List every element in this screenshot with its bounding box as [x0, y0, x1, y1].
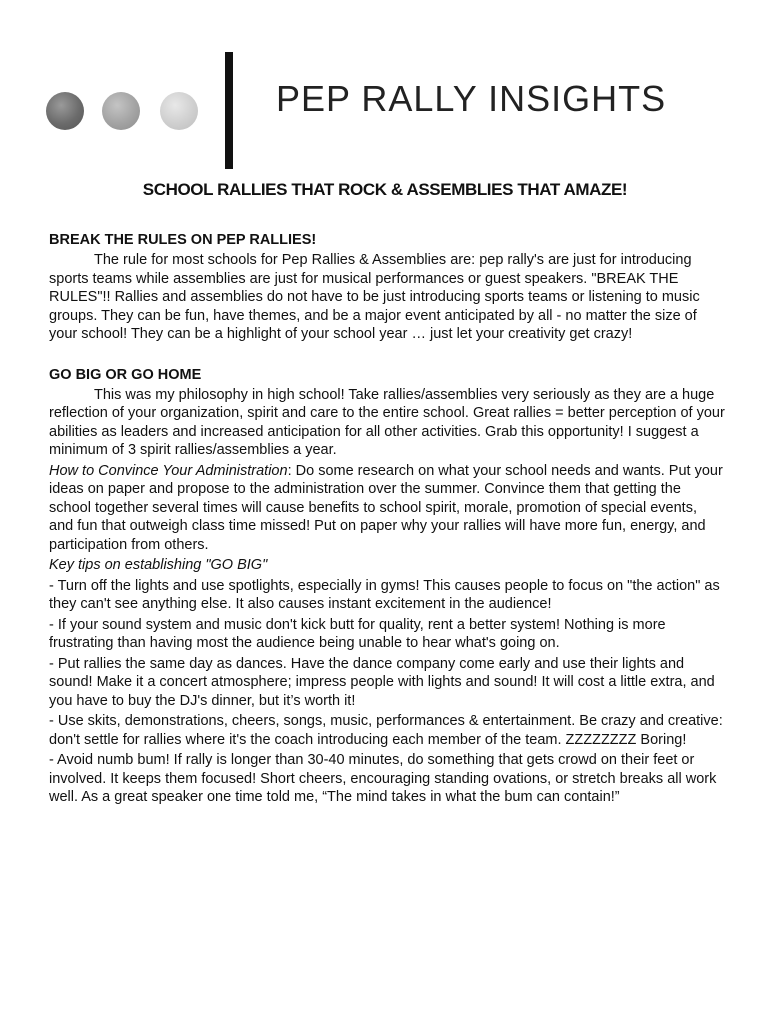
convince-administration-text: : Do some research on what your school needs and wants. Put your ideas on paper and propose to the administration over the summer. Convince them that getting the school together several times will cause benefits to school spirit, morale, promotion of special events, and fun that outweigh class time missed! Put on paper why your rallies will have more fun, energy, and participation from others. [49, 462, 723, 553]
key-tips-heading: Key tips on establishing "GO BIG" [49, 557, 268, 573]
section-heading-break-the-rules: BREAK THE RULES ON PEP RALLIES! [49, 232, 317, 248]
go-big-paragraph: This was my philosophy in high school! Take rallies/assemblies very seriously as they are a huge reflection of your organization, spirit and care to the entire school. Great rallies = better perception of your abilities as leaders and increased anticipation for all other activities. Grab this opportunity! I suggest a minimum of 3 spirit rallies/assemblies a year. [49, 386, 725, 458]
dark-circle-icon [46, 92, 84, 130]
tip-item: - Avoid numb bum! If rally is longer than 30-40 minutes, do something that gets crowd on their feet or involved. It keeps them focused! Short cheers, encouraging standing ovations, or stretch breaks all work well. As a great speaker one time told me, “The mind takes in what the bum can contain!” [49, 752, 717, 805]
tip-item: - Use skits, demonstrations, cheers, songs, music, performances & entertainment. Be crazy and creative: don't settle for rallies where it's the coach introducing each member of the team. ZZZZZZZZ Boring! [49, 713, 723, 748]
document-body [49, 232, 725, 807]
tip-item: - Put rallies the same day as dances. Have the dance company come early and use their lights and sound! Make it a concert atmosphere; impress people with lights and sound! It will cost a little extra, and you have to buy the DJ's dinner, but it’s worth it! [49, 655, 715, 709]
decorative-dots [46, 92, 206, 138]
convince-administration-label: How to Convince Your Administration [49, 462, 288, 479]
title-divider-bar [225, 52, 233, 169]
light-circle-icon [160, 92, 198, 130]
page-subtitle: SCHOOL RALLIES THAT ROCK & ASSEMBLIES THAT AMAZE! [142, 180, 628, 199]
medium-circle-icon [102, 92, 140, 130]
tip-item: - Turn off the lights and use spotlights, especially in gyms! This causes people to focus on "the action" as they can't see anything else. It also causes instant excitement in the audience! [49, 577, 720, 612]
section-heading-go-big: GO BIG OR GO HOME [49, 366, 202, 383]
page-title: PEP RALLY INSIGHTS [276, 78, 667, 119]
tip-item: - If your sound system and music don't kick butt for quality, rent a better system! Nothing is more frustrating than having most the audience being unable to hear what's going on. [49, 616, 666, 651]
break-the-rules-paragraph: The rule for most schools for Pep Rallies & Assemblies are: pep rally's are just for introducing sports teams while assemblies are just for musical performances or guest speakers. "BREAK THE RULES"!! Rallies and assemblies do not have to be just introducing sports teams or listening to music groups. They can be fun, have themes, and be a major event anticipated by all - no matter the size of your school! They can be a highlight of your school year … just let your creativity get crazy! [49, 252, 700, 342]
convince-administration-paragraph [49, 462, 725, 555]
